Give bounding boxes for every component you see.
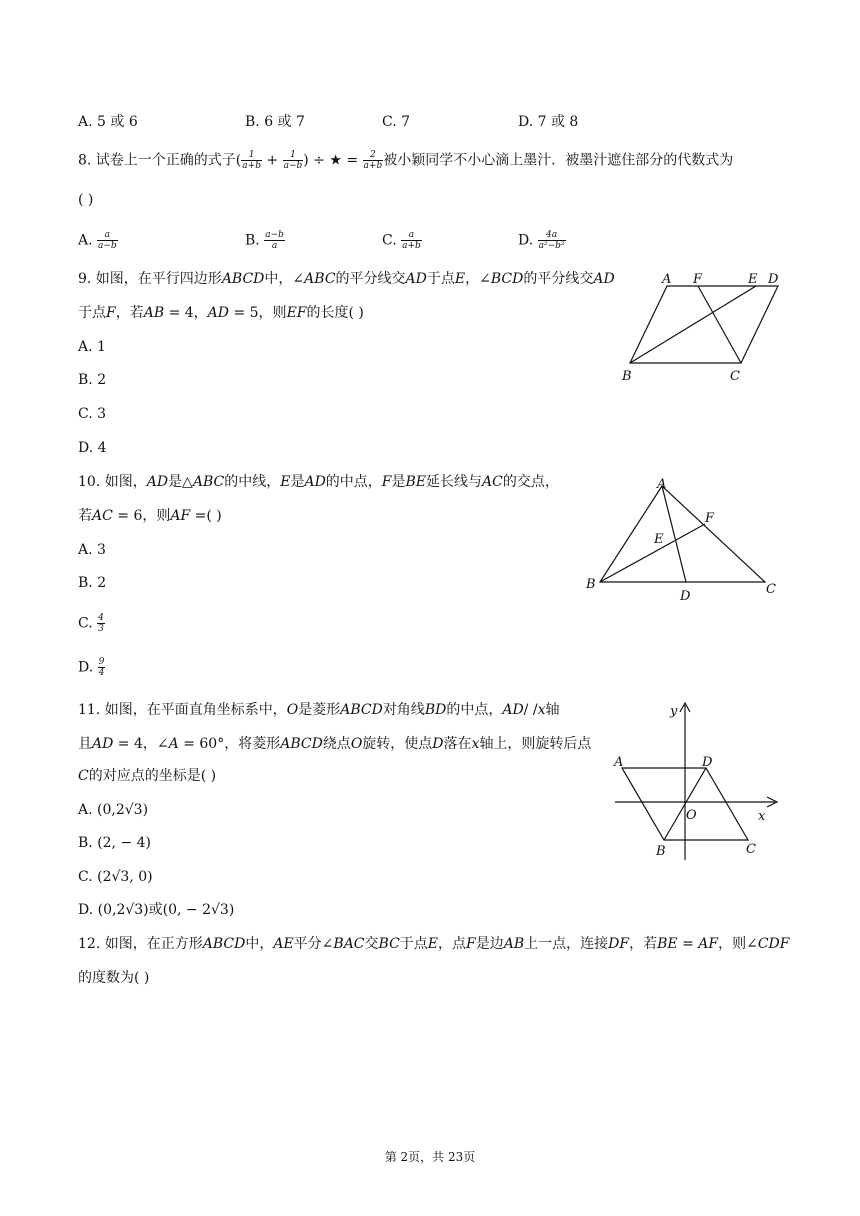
q11-option-c: C. (2√3, 0): [78, 869, 153, 885]
q10-label-b: B: [586, 577, 596, 592]
q11-label-y: y: [670, 704, 678, 719]
q7-option-c: C. 7: [382, 114, 411, 130]
q8-option-b: B. $\frac{a-b}{a}$: [245, 230, 284, 251]
q10-line2: 若AC = 6，则AF =( ): [78, 508, 222, 524]
q10-option-a: A. 3: [78, 542, 106, 558]
q9-option-d: D. 4: [78, 440, 107, 456]
q11-label-c: C: [746, 842, 756, 857]
q9-label-f: F: [693, 272, 703, 287]
q11-option-d: D. (0,2√3)或(0, − 2√3): [78, 902, 235, 918]
q9-option-b: B. 2: [78, 372, 107, 388]
q7-option-a: A. 5 或 6: [78, 114, 138, 130]
q10-option-b: B. 2: [78, 575, 107, 591]
q11-label-d: D: [702, 755, 713, 770]
q9-option-a: A. 1: [78, 339, 106, 355]
q10-label-c: C: [766, 582, 776, 597]
q9-option-c: C. 3: [78, 406, 107, 422]
q11-label-b: B: [656, 844, 666, 859]
q9-label-e: E: [748, 272, 758, 287]
q12-line2: 的度数为( ): [78, 970, 150, 986]
q9-label-c: C: [730, 369, 740, 384]
q10-label-d: D: [680, 589, 691, 602]
q11-line1: 11. 如图，在平面直角坐标系中，O是菱形ABCD对角线BD的中点，AD/ /x轴: [78, 702, 560, 718]
q11-line2: 且AD = 4，∠A = 60°，将菱形ABCD绕点O旋转，使点D落在x轴上，则旋转后点: [78, 736, 592, 752]
q8-question: 8. 试卷上一个正确的式子( $\frac{1}{a+b}$ + $\frac{1}{a-b}$ ) ÷ ★ = $\frac{2}{a+b}$ 被小颖同学不小心滴上墨汁．被墨汁遮住部分的代数式为: [78, 150, 734, 171]
q9-label-b: B: [622, 369, 632, 384]
q10-option-d: D. $\frac{9}{4}$: [78, 657, 105, 678]
q7-option-d: D. 7 或 8: [518, 114, 579, 130]
q11-line3: C的对应点的坐标是( ): [78, 768, 217, 784]
q10-label-e: E: [654, 532, 664, 547]
q9-label-a: A: [662, 272, 672, 287]
q11-coordinate-figure: [600, 695, 790, 865]
q9-parallelogram-figure: [610, 266, 790, 386]
q9-line1: 9. 如图，在平行四边形ABCD中，∠ABC的平分线交AD于点E，∠BCD的平分线交AD: [78, 271, 615, 287]
q11-label-a: A: [614, 755, 624, 770]
q11-label-o: O: [686, 808, 697, 823]
q8-paren: ( ): [78, 192, 94, 208]
q9-line2: 于点F，若AB = 4，AD = 5，则EF的长度( ): [78, 305, 364, 321]
q10-label-a: A: [657, 477, 667, 492]
q8-option-d: D. $\frac{4a}{\text{a²−b²}}$: [518, 230, 565, 251]
page-footer: 第 2页，共 23页: [384, 1150, 476, 1164]
q10-triangle-figure: [580, 472, 790, 602]
q11-label-x: x: [758, 809, 766, 824]
q8-option-a: A. $\frac{a}{a-b}$: [78, 230, 117, 251]
q12-line1: 12. 如图，在正方形ABCD中，AE平分∠BAC交BC于点E，点F是边AB上一点，连接DF，若BE = AF，则∠CDF: [78, 936, 790, 952]
q10-label-f: F: [705, 511, 715, 526]
q8-option-c: C. $\frac{a}{a+b}$: [382, 230, 421, 251]
q11-option-b: B. (2, − 4): [78, 835, 152, 851]
q7-option-b: B. 6 或 7: [245, 114, 305, 130]
q10-line1: 10. 如图，AD是△ABC的中线，E是AD的中点，F是BE延长线与AC的交点，: [78, 474, 559, 490]
q9-label-d: D: [768, 272, 779, 287]
q10-option-c: C. $\frac{4}{3}$: [78, 613, 104, 634]
q11-option-a: A. (0,2√3): [78, 802, 149, 818]
